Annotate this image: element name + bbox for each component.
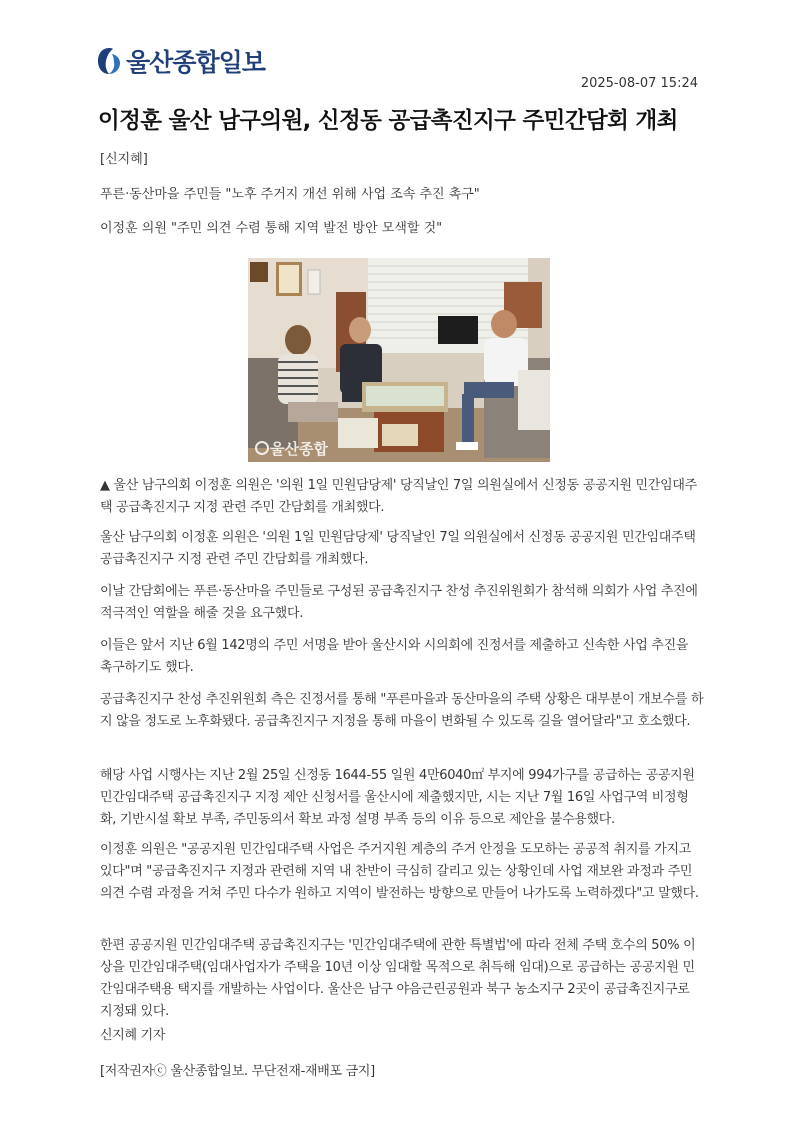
paragraph: 해당 사업 시행사는 지난 2월 25일 신정동 1644-55 일원 4만6040㎡ 부지에 994가구를 공급하는 공공지원 민간임대주택 공급촉진지구 지정 제안 신청서를 울산시에 제출했지만, 시는 지난 7월 16일 사업구역 비정형화, 기반시설 확보 부족, 주민동의서 확보 과정 설명 부족 등의 이유 등으로 제안을 불수용했다. (100, 768, 695, 827)
article-photo (248, 258, 550, 462)
paragraph: 울산 남구의회 이정훈 의원은 '의원 1일 민원담당제' 당직날인 7일 의원실에서 신정동 공공지원 민간임대주택 공급촉진지구 지정 관련 주민 간담회를 개최했다. (100, 530, 696, 567)
author-tag: [신지혜] (100, 152, 148, 167)
photo-caption: ▲ 울산 남구의회 이정훈 의원은 '의원 1일 민원담당제' 당직날인 7일 의원실에서 신정동 공공지원 민간임대주택 공급촉진지구 지정 관련 주민 간담회를 개최했다. (100, 478, 697, 515)
logo-mark-icon (96, 46, 122, 76)
paragraph: 이날 간담회에는 푸른·동산마을 주민들로 구성된 공급촉진지구 찬성 추진위원회가 참석해 의회가 사업 추진에 적극적인 역할을 해줄 것을 요구했다. (100, 584, 698, 621)
publish-date: 2025-08-07 15:24 (580, 76, 698, 91)
reporter-byline: 신지혜 기자 (100, 1028, 166, 1043)
copyright-notice: [저작권자ⓒ 울산종합일보. 무단전재-재배포 금지] (100, 1064, 375, 1079)
subtitle-2: 이정훈 의원 "주민 의견 수렴 통해 지역 발전 방안 모색할 것" (100, 221, 443, 236)
paragraph: 이정훈 의원은 "공공지원 민간임대주택 사업은 주거지원 계층의 주거 안정을 도모하는 공공적 취지를 가지고 있다"며 "공급촉진지구 지정과 관련해 지역 내 찬반이 극심히 갈리고 있는 상황인데 사업 재보완 과정과 주민 의견 수렴 과정을 거쳐 주민 다수가 원하고 지역이 발전하는 방향으로 만들어 나가도록 노력하겠다"고 말했다. (100, 842, 699, 901)
photo-watermark: 울산종합 (270, 440, 328, 458)
article-title: 이정훈 울산 남구의원, 신정동 공급촉진지구 주민간담회 개최 (98, 108, 678, 134)
paragraph: 공급촉진지구 찬성 추진위원회 측은 진정서를 통해 "푸른마을과 동산마을의 주택 상황은 대부분이 개보수를 하지 않을 정도로 노후화됐다. 공급촉진지구 지정을 통해 마을이 변화될 수 있도록 길을 열어달라"고 호소했다. (100, 692, 704, 729)
paragraph: 한편 공공지원 민간임대주택 공급촉진지구는 '민간임대주택에 관한 특별법'에 따라 전체 주택 호수의 50% 이상을 민간임대주택(임대사업자가 주택을 10년 이상 임대할 목적으로 취득해 임대)으로 공급하는 공공지원 민간임대주택용 택지를 개발하는 사업이다. 울산은 남구 야음근린공원과 북구 농소지구 2곳이 공급촉진지구로 지정돼 있다. (100, 938, 696, 1019)
paragraph: 이들은 앞서 지난 6월 142명의 주민 서명을 받아 울산시와 시의회에 진정서를 제출하고 신속한 사업 추진을 촉구하기도 했다. (100, 638, 689, 675)
logo[interactable] (96, 44, 265, 78)
subtitle-1: 푸른·동산마을 주민들 "노후 주거지 개선 위해 사업 조속 추진 촉구" (100, 187, 480, 202)
logo-text: 울산종합일보 (126, 48, 265, 77)
